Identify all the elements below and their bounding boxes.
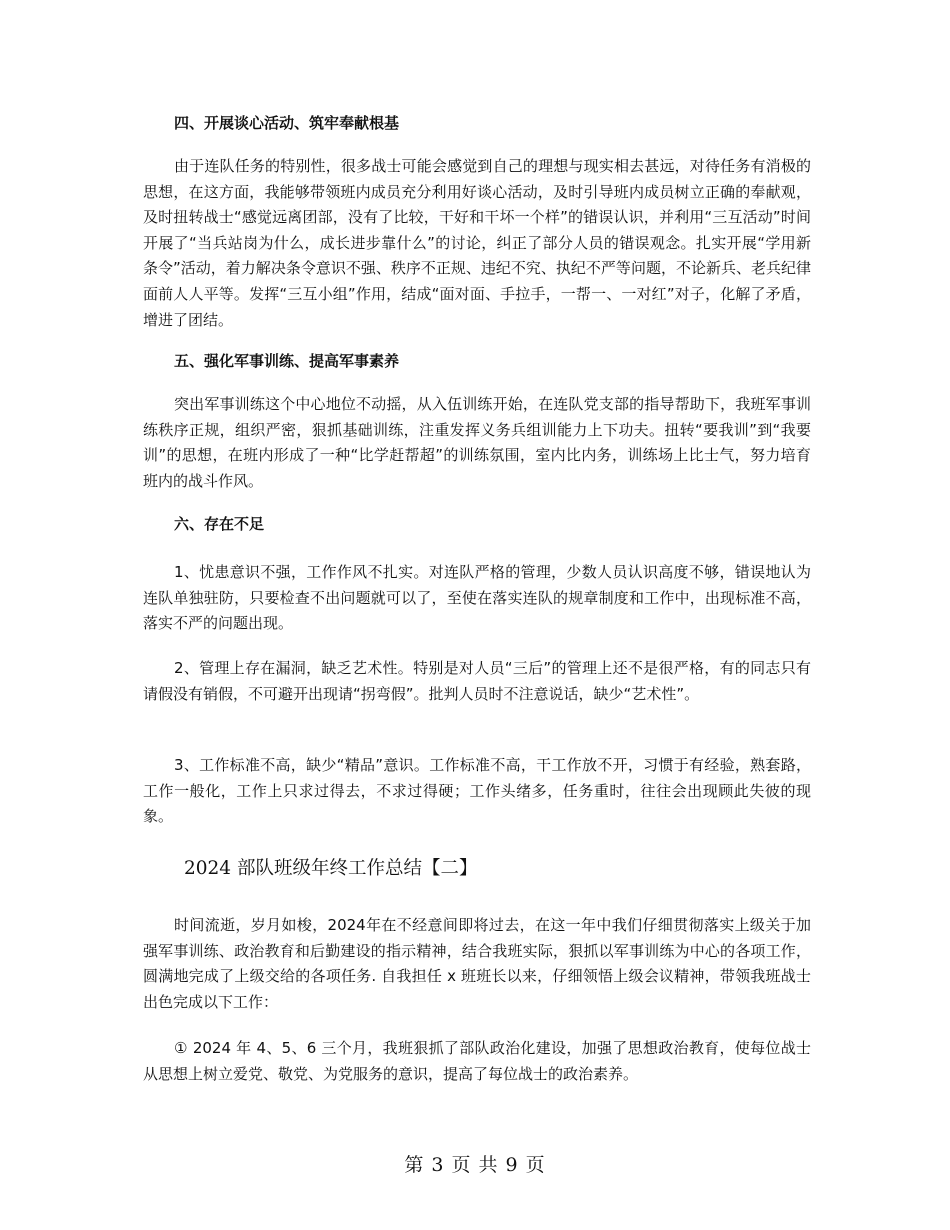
deficiency-item-3: 3、工作标准不高，缺少“精品”意识。工作标准不高，干工作放不开，习惯于有经验，熟套路，工作一般化，工作上只求过得去，不求过得硬；工作头绪多，任务重时，往往会出现顾此失彼的现象。 — [143, 756, 811, 826]
part2-item-1: ① 2024 年 4、5、6 三个月，我班狠抓了部队政治化建设，加强了思想政治教育，使每位战士从思想上树立爱党、敬党、为党服务的意识，提高了每位战士的政治素养。 — [143, 1039, 811, 1083]
page-number-footer: 第 3 页 共 9 页 — [404, 1154, 546, 1176]
document-title-part-2: 2024 部队班级年终工作总结【二】 — [184, 858, 478, 879]
section-body-4: 由于连队任务的特别性，很多战士可能会感觉到自己的理想与现实相去甚远，对待任务有消极的思想，在这方面，我能够带领班内成员充分利用好谈心活动，及时引导班内成员树立正确的奉献观，及时扭转战士“感觉远离团部，没有了比较，干好和干坏一个样”的错误认识，并利用“三互活动”时间开展了“当兵站岗为什么，成长进步靠什么”的讨论，纠正了部分人员的错误观念。扎实开展“学用新条令”活动，着力解决条令意识不强、秩序不正规、违纪不究、执纪不严等问题，不论新兵、老兵纪律面前人人平等。发挥“三互小组”作用，结成“面对面、手拉手，一帮一、一对红”对子，化解了矛盾，增进了团结。 — [143, 157, 811, 329]
section-heading-5: 五、强化军事训练、提高军事素养 — [174, 352, 400, 370]
section-heading-4: 四、开展谈心活动、筑牢奉献根基 — [174, 114, 400, 132]
part2-intro-paragraph: 时间流逝，岁月如梭，2024年在不经意间即将过去，在这一年中我们仔细贯彻落实上级关于加强军事训练、政治教育和后勤建设的指示精神，结合我班实际，狠抓以军事训练为中心的各项工作，圆满地完成了上级交给的各项任务. 自我担任 x 班班长以来，仔细领悟上级会议精神，带领我班战士出色完成以下工作： — [143, 916, 811, 1011]
section-heading-6: 六、存在不足 — [174, 515, 265, 533]
deficiency-item-1: 1、忧患意识不强，工作作风不扎实。对连队严格的管理，少数人员认识高度不够，错误地认为连队单独驻防，只要检查不出问题就可以了，至使在落实连队的规章制度和工作中，出现标准不高，落实不严的问题出现。 — [143, 563, 811, 633]
section-body-5: 突出军事训练这个中心地位不动摇，从入伍训练开始，在连队党支部的指导帮助下，我班军事训练秩序正规，组织严密，狠抓基础训练，注重发挥义务兵组训能力上下功夫。扭转“要我训”到“我要训”的思想，在班内形成了一种“比学赶帮超”的训练氛围，室内比内务，训练场上比士气，努力培育班内的战斗作风。 — [143, 395, 811, 490]
deficiency-item-2: 2、管理上存在漏洞，缺乏艺术性。特别是对人员“三后”的管理上还不是很严格，有的同志只有请假没有销假，不可避开出现请“拐弯假”。批判人员时不注意说话，缺少“艺术性”。 — [143, 659, 811, 703]
